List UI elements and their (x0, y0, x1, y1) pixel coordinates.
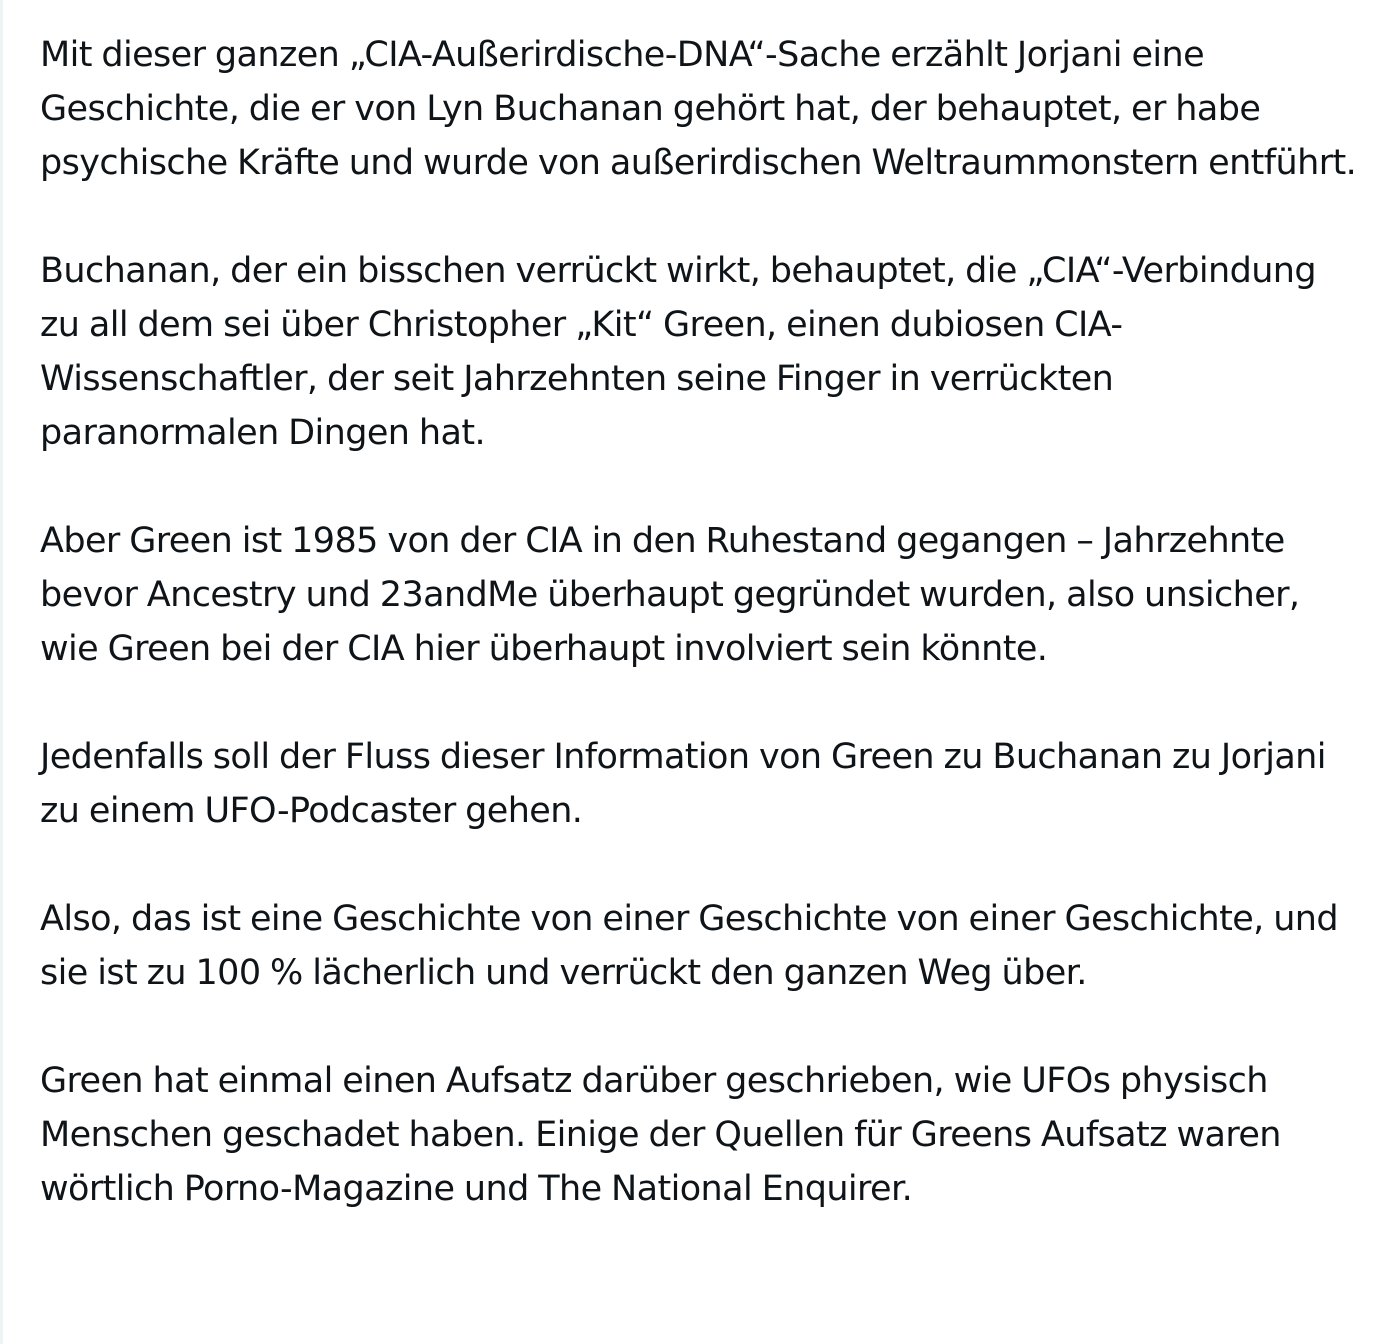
post-paragraph-5: Also, das ist eine Geschichte von einer Geschichte von einer Geschichte, und sie ist zu 100 % lächerlich und verrückt den ganzen Weg über. (40, 899, 1338, 993)
post-paragraph-1: Mit dieser ganzen „CIA-Außerirdische-DNA“-Sache erzählt Jorjani eine Geschichte, die er von Lyn Buchanan gehört hat, der behauptet, er habe psychische Kräfte und wurde von außerirdischen Weltraummonstern entführt. (40, 35, 1357, 183)
post-paragraph-2: Buchanan, der ein bisschen verrückt wirkt, behauptet, die „CIA“-Verbindung zu all dem sei über Christopher „Kit“ Green, einen dubiosen CIA-Wissenschaftler, der seit Jahrzehnten seine Finger in verrückten paranormalen Dingen hat. (40, 251, 1316, 453)
post-text-body (40, 28, 1360, 1216)
post-paragraph-4: Jedenfalls soll der Fluss dieser Information von Green zu Buchanan zu Jorjani zu einem UFO-Podcaster gehen. (40, 737, 1326, 831)
post-paragraph-3: Aber Green ist 1985 von der CIA in den Ruhestand gegangen – Jahrzehnte bevor Ancestry und 23andMe überhaupt gegründet wurden, also unsicher, wie Green bei der CIA hier überhaupt involviert sein könnte. (40, 521, 1300, 669)
post-paragraph-6: Green hat einmal einen Aufsatz darüber geschrieben, wie UFOs physisch Menschen geschadet haben. Einige der Quellen für Greens Aufsatz waren wörtlich Porno-Magazine und The National Enquirer. (40, 1061, 1281, 1209)
thread-divider-line (0, 0, 3, 1344)
